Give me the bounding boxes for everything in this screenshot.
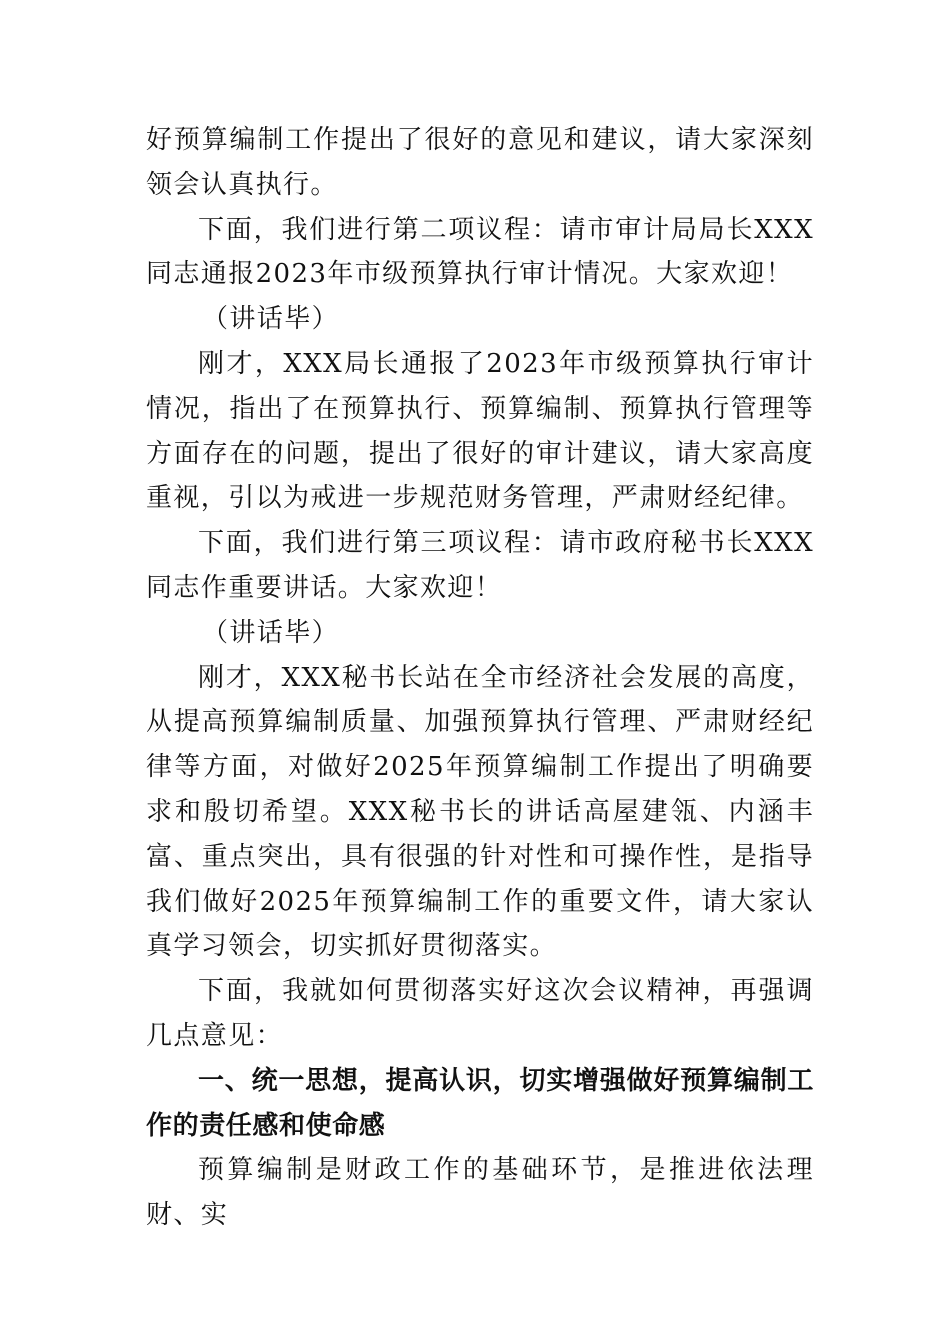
speech-end-note: （讲话毕） <box>202 617 340 648</box>
speech-end-note: （讲话毕） <box>202 304 340 335</box>
paragraph-audit-summary: 刚才，XXX局长通报了2023年市级预算执行审计情况，指出了在预算执行、预算编制、预算执行管理等方面存在的问题，提出了很好的审计建议，请大家高度重视，引以为戒进一步规范财务管理，严肃财经纪律。 <box>146 348 814 514</box>
section-heading-1: 一、统一思想，提高认识，切实增强做好预算编制工作的责任感和使命感 <box>146 1065 814 1141</box>
document-body <box>146 118 814 1238</box>
paragraph-continued: 好预算编制工作提出了很好的意见和建议，请大家深刻领会认真执行。 <box>146 125 814 200</box>
paragraph-intro-remarks: 下面，我就如何贯彻落实好这次会议精神，再强调几点意见： <box>146 976 814 1051</box>
paragraph-secretary-summary: 刚才，XXX秘书长站在全市经济社会发展的高度，从提高预算编制质量、加强预算执行管理、严肃财经纪律等方面，对做好2025年预算编制工作提出了明确要求和殷切希望。XXX秘书长的讲话高屋建瓴、内涵丰富、重点突出，具有很强的针对性和可操作性，是指导我们做好2025年预算编制工作的重要文件，请大家认真学习领会，切实抓好贯彻落实。 <box>146 662 814 962</box>
paragraph-agenda-item-3: 下面，我们进行第三项议程：请市政府秘书长XXX同志作重要讲话。大家欢迎！ <box>146 528 814 603</box>
paragraph-section-1-body: 预算编制是财政工作的基础环节，是推进依法理财、实 <box>146 1155 814 1231</box>
paragraph-agenda-item-2: 下面，我们进行第二项议程：请市审计局局长XXX同志通报2023年市级预算执行审计情况。大家欢迎！ <box>146 214 814 290</box>
